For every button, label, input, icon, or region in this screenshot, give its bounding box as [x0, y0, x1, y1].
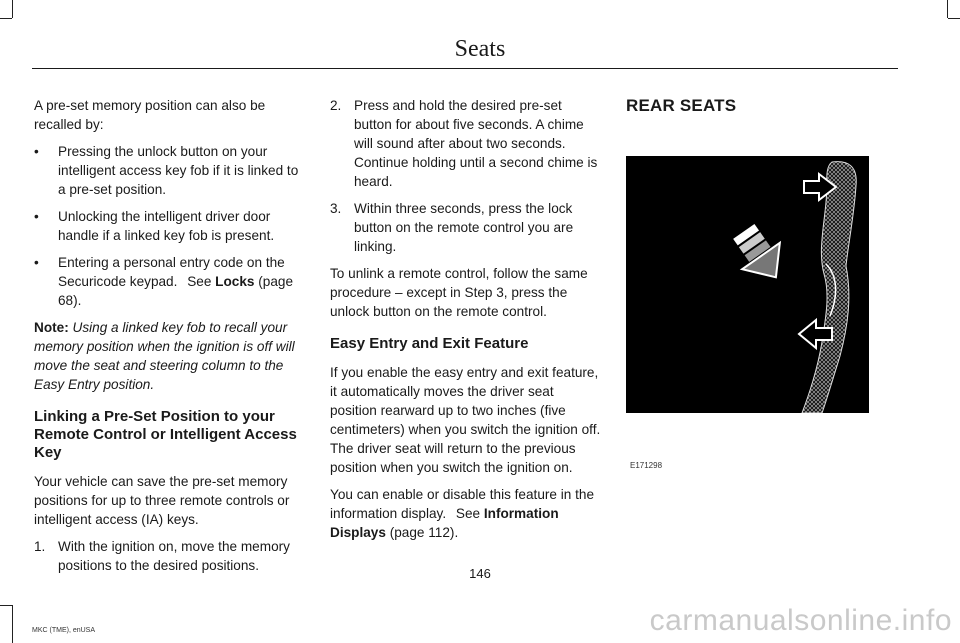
intro-paragraph: A pre-set memory position can also be recalled by: — [34, 98, 266, 132]
note-label: Note: — [34, 320, 69, 335]
crop-mark — [0, 18, 12, 19]
model-code: MKC (TME), enUSA — [32, 627, 96, 634]
bullet-text: Unlocking the intelligent driver door handle if a linked key fob is present. — [58, 209, 275, 243]
crop-mark — [948, 18, 960, 19]
page-title: Seats — [454, 36, 506, 62]
crop-mark — [12, 605, 13, 643]
bullet-mark: • — [34, 209, 39, 224]
crop-mark — [0, 605, 12, 606]
linking-paragraph: Your vehicle can save the pre-set memory positions for up to three remote controls or intelligent access (IA) keys. — [34, 474, 290, 527]
right-column — [626, 96, 898, 116]
list-item — [34, 142, 306, 199]
locks-link[interactable]: Locks — [215, 274, 255, 289]
step-number: 1. — [34, 539, 46, 554]
list-item — [34, 207, 306, 245]
bullet-mark: • — [34, 255, 39, 270]
page-number: 146 — [469, 566, 491, 581]
info-page-ref: (page 112). — [389, 525, 459, 540]
rear-seat-illustration — [626, 156, 869, 413]
seat-back-shape — [802, 162, 856, 413]
unlink-paragraph: To unlink a remote control, follow the same procedure – except in Step 3, press the unlock button on the remote control. — [330, 266, 588, 319]
list-item — [330, 96, 602, 191]
middle-column — [330, 96, 602, 550]
crop-mark — [12, 0, 13, 18]
see-word: See — [187, 274, 212, 289]
bullet-text: Entering a personal entry code on the Securicode keypad. — [58, 255, 285, 289]
step-text: Within three seconds, press the lock button on the remote control you are linking. — [354, 201, 574, 254]
easy-entry-heading: Easy Entry and Exit Feature — [330, 335, 529, 352]
step-number: 3. — [330, 201, 342, 216]
see-word: See — [455, 506, 481, 521]
enable-text: You can enable or disable this feature in the information display. — [330, 487, 595, 521]
linking-heading: Linking a Pre-Set Position to your Remote Control or Intelligent Access Key — [34, 408, 297, 461]
list-item — [330, 199, 602, 256]
information-displays-link[interactable]: Information Displays — [330, 506, 559, 540]
step-number: 2. — [330, 98, 342, 113]
header-divider — [32, 68, 898, 69]
pull-direction-arrow-icon — [725, 218, 795, 290]
step-text: With the ignition on, move the memory positions to the desired positions. — [58, 539, 290, 573]
list-item — [34, 253, 306, 310]
enable-paragraph — [330, 485, 602, 542]
rear-seats-heading: REAR SEATS — [626, 96, 737, 115]
rear-seat-illustration-svg — [626, 156, 869, 413]
recall-bullet-list — [34, 142, 306, 310]
linking-steps-continued — [330, 96, 602, 256]
locks-page-ref: (page 68). — [58, 274, 294, 308]
step-text: Press and hold the desired pre-set button for about five seconds. A chime will sound after about two seconds. Continue holding until a second chime is heard. — [354, 98, 598, 189]
figure-code: E171298 — [630, 461, 663, 470]
left-column — [34, 96, 306, 583]
note-text: Using a linked key fob to recall your memory position when the ignition is off will move the seat and steering column to the Easy Entry position. — [34, 320, 295, 392]
crop-mark — [947, 0, 948, 18]
bullet-text: Pressing the unlock button on your intelligent access key fob if it is linked to a pre-set position. — [58, 144, 299, 197]
watermark: carmanualsonline.info — [649, 604, 952, 637]
note-paragraph — [34, 318, 306, 394]
easy-entry-paragraph: If you enable the easy entry and exit feature, it automatically moves the driver seat position rearward up to two inches (five centimeters) when you switch the ignition off. The driver seat will return to the previous position when you switch the ignition on. — [330, 365, 601, 475]
bullet-mark: • — [34, 144, 39, 159]
